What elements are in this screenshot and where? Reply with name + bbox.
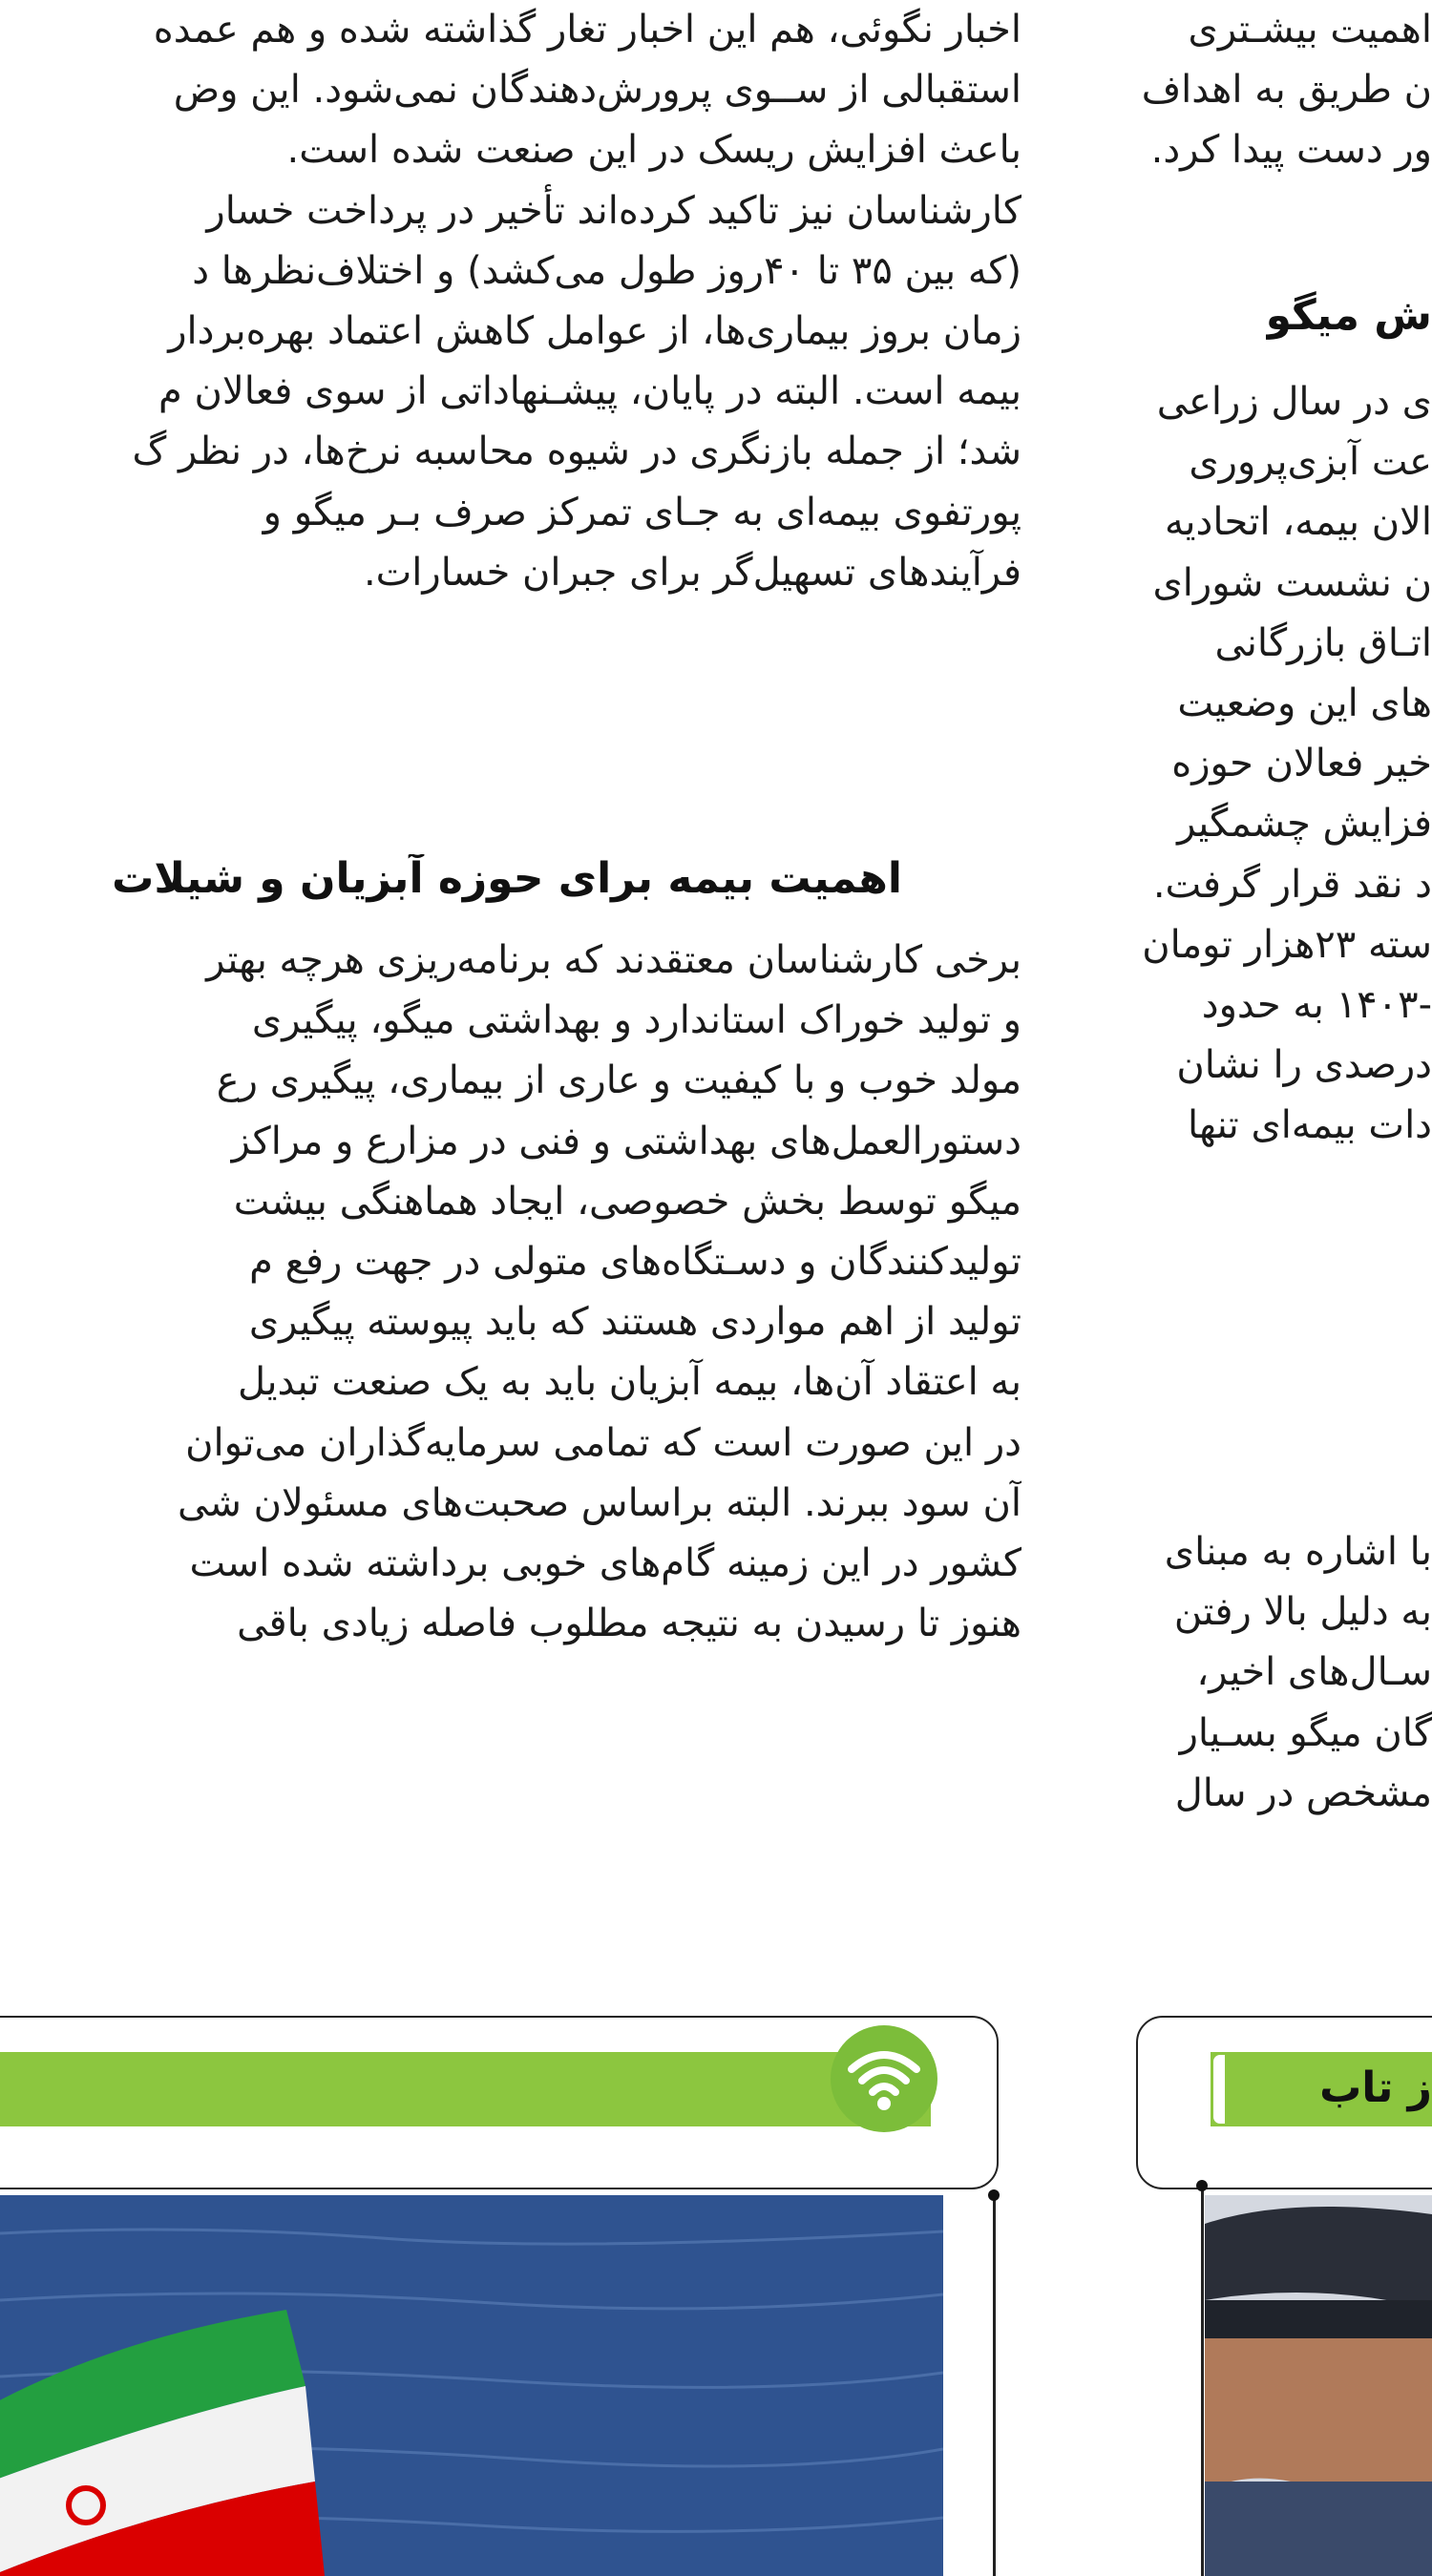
text-line: -۱۴۰۳ به حدود: [1201, 983, 1432, 1028]
text-line: باعث افزایش ریسک در این صنعت شده است.: [286, 128, 1021, 173]
left-body-paragraph: [0, 931, 1021, 1654]
text-line: اتـاق بازرگانی: [1214, 620, 1432, 665]
text-line: عت آبزی‌پروری: [1189, 440, 1432, 485]
text-line: د نقد قرار گرفت.: [1152, 862, 1432, 907]
text-line: به دلیل بالا رفتن: [1173, 1590, 1432, 1635]
text-line: فرآیندهای تسهیل‌گر برای جبران خسارات.: [363, 550, 1021, 595]
text-line: الان بیمه، اتحادیه: [1164, 500, 1432, 545]
text-line: در این صورت است که تمامی سرمایه‌گذاران می‌توان: [185, 1420, 1021, 1465]
sea-flag-photo: [0, 2195, 943, 2576]
left-connector-line: [993, 2195, 996, 2576]
text-line: گان میگو بسـیار: [1179, 1710, 1432, 1755]
text-line: ن نشست شورای: [1152, 560, 1432, 605]
text-line: آن سود ببرند. البته براساس صحبت‌های مسئولان شی: [178, 1480, 1021, 1525]
section-heading: ش میگو: [1265, 291, 1432, 340]
text-line: های این وضعیت: [1177, 681, 1432, 726]
text-line: و تولید خوراک استاندارد و بهداشتی میگو، پیگیری: [251, 998, 1021, 1043]
text-line: به اعتقاد آن‌ها، بیمه آبزیان باید به یک صنعت تبدیل: [238, 1360, 1021, 1405]
text-line: دستورالعمل‌های بهداشتی و فنی در مزارع و مراکز: [231, 1119, 1021, 1163]
right-middle-paragraph: [1122, 372, 1432, 1157]
officer-photo: [1205, 2195, 1432, 2576]
text-line: اهمیت بیشـتری: [1188, 8, 1432, 52]
text-line: مولد خوب و با کیفیت و عاری از بیماری، پیگیری رع: [216, 1058, 1021, 1103]
text-line: هنوز تا رسیدن به نتیجه مطلوب فاصله زیادی باقی: [237, 1602, 1021, 1646]
text-line: ن طریق به اهداف: [1141, 68, 1432, 113]
section-heading: اهمیت بیمه برای حوزه آبزیان و شیلات: [112, 854, 902, 903]
text-line: برخی کارشناسان معتقدند که برنامه‌ریزی هرچه بهتر: [206, 938, 1021, 982]
right-connector-line: [1201, 2186, 1204, 2576]
text-line: ور دست پیدا کرد.: [1150, 128, 1432, 173]
right-feature-header-tab: [1211, 2052, 1228, 2126]
text-line: (که بین ۳۵ تا ۴۰روز طول می‌کشد) و اختلاف‌نظرها د: [192, 248, 1021, 293]
text-line: مشخص در سال: [1174, 1770, 1432, 1815]
text-line: شد؛ از جمله بازنگری در شیوه محاسبه نرخ‌ها، در نظر گ: [132, 429, 1021, 474]
left-top-paragraph: [0, 0, 1021, 603]
text-line: پورتفوی بیمه‌ای به جـای تمرکز صرف بـر میگو و: [263, 490, 1021, 534]
article-right-column: [1122, 0, 1432, 1918]
text-line: ی در سال زراعی: [1156, 380, 1432, 424]
text-line: خیر فعالان حوزه: [1171, 742, 1432, 786]
text-line: با اشاره به مبنای: [1164, 1530, 1432, 1574]
text-line: بیمه است. البته در پایان، پیشـنهاداتی از سوی فعالان م: [158, 369, 1021, 414]
right-connector-dot: [1196, 2180, 1208, 2191]
left-connector-dot: [988, 2189, 1000, 2201]
text-line: تولید از اهم مواردی هستند که باید پیوسته پیگیری: [248, 1300, 1021, 1345]
text-line: زمان بروز بیماری‌ها، از عوامل کاهش اعتماد بهره‌بردار: [168, 309, 1021, 354]
text-line: سته ۲۳هزار تومان: [1142, 922, 1432, 967]
sea-flag-illustration: [0, 2195, 943, 2576]
right-bottom-paragraph: [1122, 1522, 1432, 1824]
text-line: دات بیمه‌ای تنها: [1187, 1103, 1432, 1148]
wifi-badge: [831, 2025, 937, 2132]
text-line: سـال‌های اخیر،: [1196, 1650, 1432, 1695]
right-feature-title: ز تاب: [1319, 2063, 1432, 2112]
right-top-paragraph: [1122, 0, 1432, 181]
text-line: تولیدکنندگان و دسـتگاه‌های متولی در جهت رفع م: [249, 1240, 1021, 1285]
text-line: کارشناسان نیز تاکید کرده‌اند تأخیر در پرداخت خسار: [206, 188, 1021, 233]
text-line: میگو توسط بخش خصوصی، ایجاد هماهنگی بیشت: [233, 1179, 1021, 1224]
text-line: کشور در این زمینه گام‌های خوبی برداشته شده است: [189, 1541, 1021, 1586]
left-feature-header-bar: [0, 2052, 931, 2126]
wifi-icon: [846, 2042, 922, 2115]
text-line: استقبالی از ســوی پرورش‌دهندگان نمی‌شود. این وض: [173, 68, 1021, 113]
text-line: اخبار نگوئی، هم این اخبار تغار گذاشته شده و هم عمده: [153, 8, 1021, 52]
text-line: درصدی را نشان: [1176, 1043, 1432, 1088]
text-line: فزایش چشمگیر: [1177, 802, 1432, 847]
officer-illustration: [1205, 2195, 1432, 2576]
